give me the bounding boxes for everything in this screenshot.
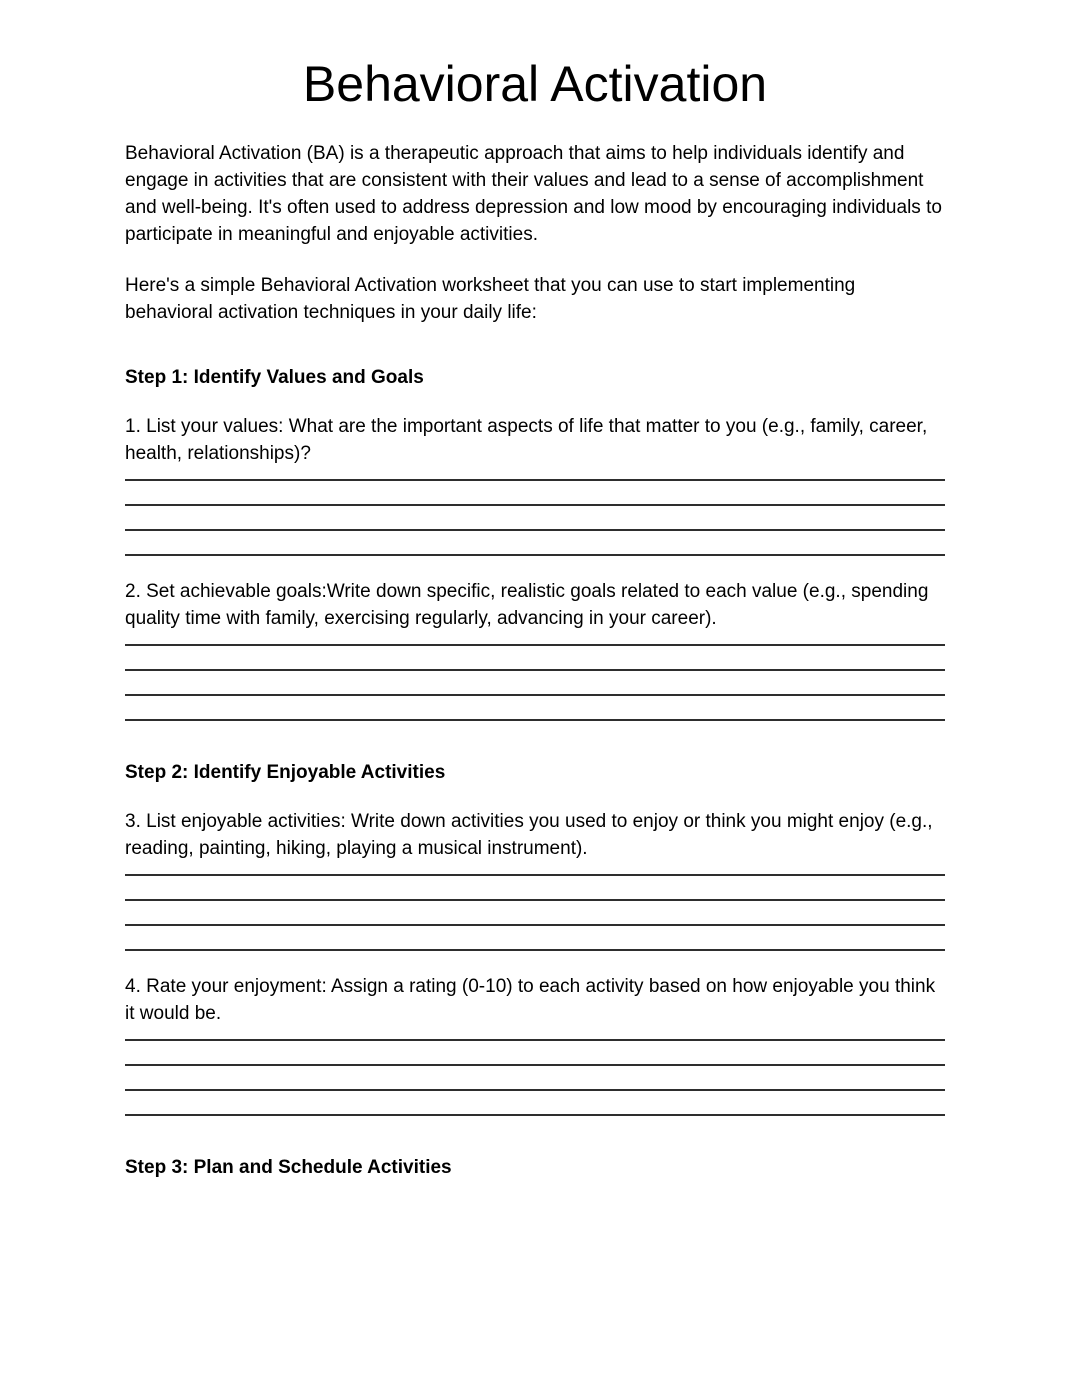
- question-prompt-4: 4. Rate your enjoyment: Assign a rating (0-10) to each activity based on how enjoyable you think it would be.: [125, 976, 936, 1024]
- page-title: Behavioral Activation: [302, 56, 768, 112]
- answer-line: [125, 887, 945, 901]
- answer-line: [125, 467, 945, 481]
- answer-line: [125, 937, 945, 951]
- answer-line: [125, 542, 945, 556]
- answer-lines-question-1: [125, 467, 945, 556]
- section-heading-step-1: Step 1: Identify Values and Goals: [125, 367, 424, 388]
- answer-line: [125, 912, 945, 926]
- answer-line: [125, 682, 945, 696]
- answer-line: [125, 517, 945, 531]
- answer-line: [125, 1102, 945, 1116]
- answer-lines-question-4: [125, 1027, 945, 1116]
- question-prompt-3: 3. List enjoyable activities: Write down activities you used to enjoy or think you might enjoy (e.g., reading, painting, hiking, playing a musical instrument).: [125, 811, 933, 859]
- section-heading-step-3: Step 3: Plan and Schedule Activities: [125, 1157, 452, 1178]
- answer-line: [125, 707, 945, 721]
- answer-line: [125, 632, 945, 646]
- answer-line: [125, 492, 945, 506]
- question-prompt-1: 1. List your values: What are the important aspects of life that matter to you (e.g., family, career, health, relationships)?: [125, 416, 928, 464]
- section-heading-step-2: Step 2: Identify Enjoyable Activities: [125, 762, 446, 783]
- answer-line: [125, 1052, 945, 1066]
- answer-lines-question-3: [125, 862, 945, 951]
- question-prompt-2: 2. Set achievable goals:Write down specific, realistic goals related to each value (e.g., spending quality time with family, exercising regularly, advancing in your career).: [125, 581, 929, 629]
- answer-line: [125, 1077, 945, 1091]
- answer-lines-question-2: [125, 632, 945, 721]
- intro-paragraph-1: Behavioral Activation (BA) is a therapeutic approach that aims to help individuals identify and engage in activities that are consistent with their values and lead to a sense of accomplishment and well-being. It's often used to address depression and low mood by encouraging individuals to participate in meaningful and enjoyable activities.: [125, 143, 942, 245]
- answer-line: [125, 862, 945, 876]
- answer-line: [125, 1027, 945, 1041]
- intro-paragraph-2: Here's a simple Behavioral Activation worksheet that you can use to start implementing behavioral activation techniques in your daily life:: [125, 275, 856, 323]
- answer-line: [125, 657, 945, 671]
